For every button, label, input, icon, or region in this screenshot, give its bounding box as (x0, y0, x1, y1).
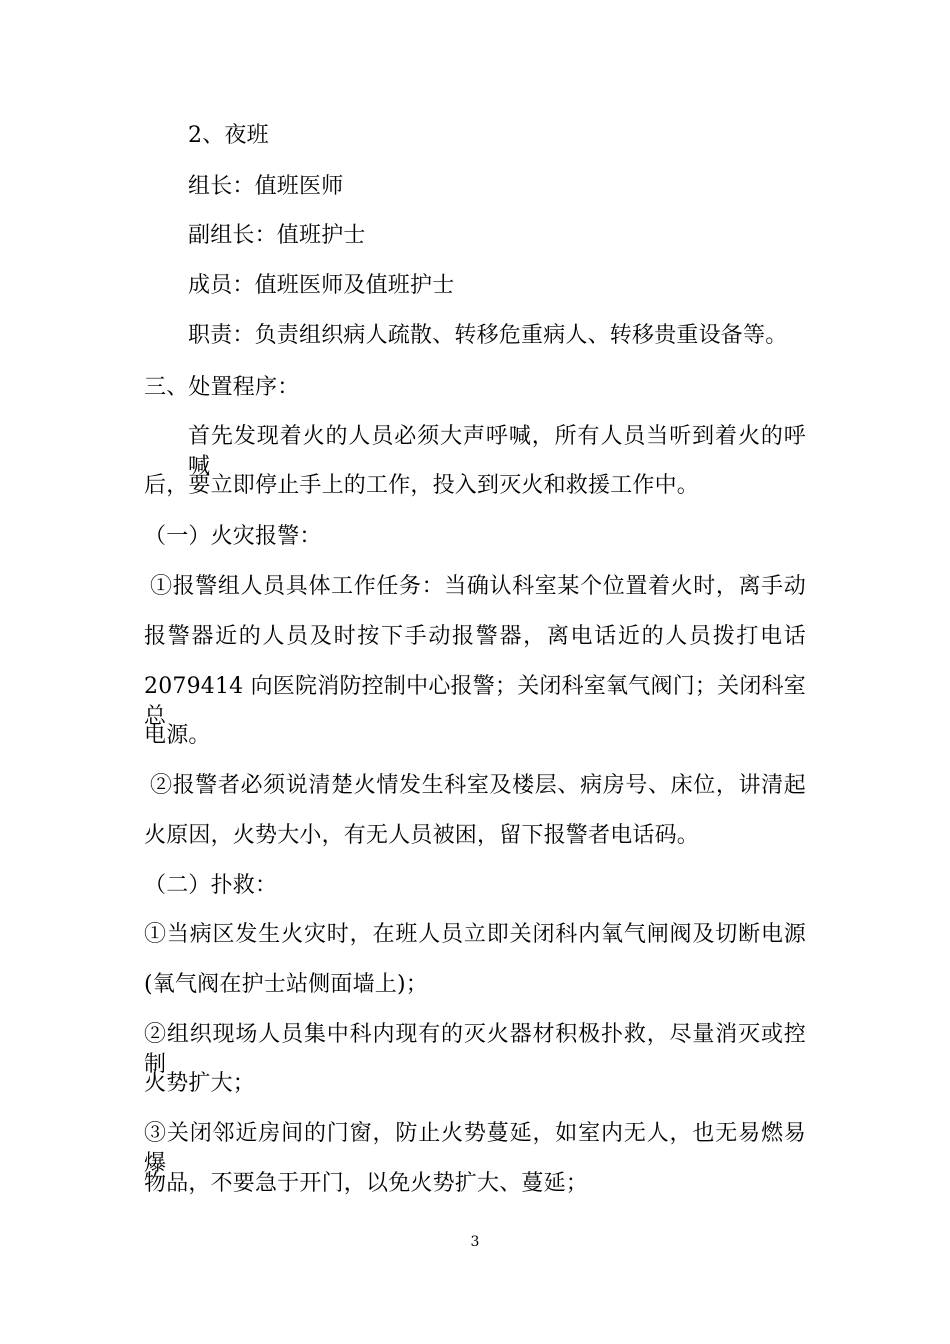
alarm-item-2-line-1: ②报警者必须说清楚火情发生科室及楼层、病房号、床位，讲清起 (150, 773, 806, 798)
rescue-item-2-line-2: 火势扩大； (144, 1071, 256, 1096)
rescue-item-2-line-1: ②组织现场人员集中科内现有的灭火器材积极扑救，尽量消灭或控制 (144, 1022, 806, 1077)
rescue-item-3-line-1: ③关闭邻近房间的门窗，防止火势蔓延，如室内无人，也无易燃易爆 (144, 1121, 806, 1176)
alarm-item-1-line-1: ①报警组人员具体工作任务：当确认科室某个位置着火时，离手动 (150, 574, 806, 599)
rescue-item-1-line-1: ①当病区发生火灾时，在班人员立即关闭科内氧气闸阀及切断电源 (144, 922, 806, 947)
alarm-item-1-line-2: 报警器近的人员及时按下手动报警器，离电话近的人员拨打电话 (144, 624, 806, 649)
rescue-heading: （二）扑救： (144, 873, 278, 898)
duties-line: 职责：负责组织病人疏散、转移危重病人、转移贵重设备等。 (188, 323, 788, 348)
members-line: 成员：值班医师及值班护士 (188, 273, 455, 298)
fire-alarm-heading: （一）火灾报警： (144, 524, 322, 549)
deputy-leader-line: 副组长：值班护士 (188, 223, 366, 248)
rescue-item-1-line-2: (氧气阀在护士站侧面墙上)； (144, 972, 428, 997)
alarm-item-2-line-2: 火原因，火势大小，有无人员被困，留下报警者电话码。 (144, 823, 700, 848)
team-leader-line: 组长：值班医师 (188, 174, 344, 199)
rescue-item-3-line-2: 物品，不要急于开门，以免火势扩大、蔓延； (144, 1171, 589, 1196)
procedure-paragraph-line-1: 首先发现着火的人员必须大声呼喊，所有人员当听到着火的呼喊 (188, 424, 806, 479)
night-shift-heading: 2、夜班 (188, 123, 269, 148)
alarm-item-1-line-4: 电源。 (144, 723, 211, 748)
alarm-item-1-line-3: 2079414 向医院消防控制中心报警；关闭科室氧气阀门；关闭科室总 (144, 674, 806, 729)
section-three-heading: 三、处置程序： (144, 375, 300, 400)
procedure-paragraph-line-2: 后，要立即停止手上的工作，投入到灭火和救援工作中。 (144, 473, 700, 498)
page-number: 3 (470, 1234, 480, 1250)
